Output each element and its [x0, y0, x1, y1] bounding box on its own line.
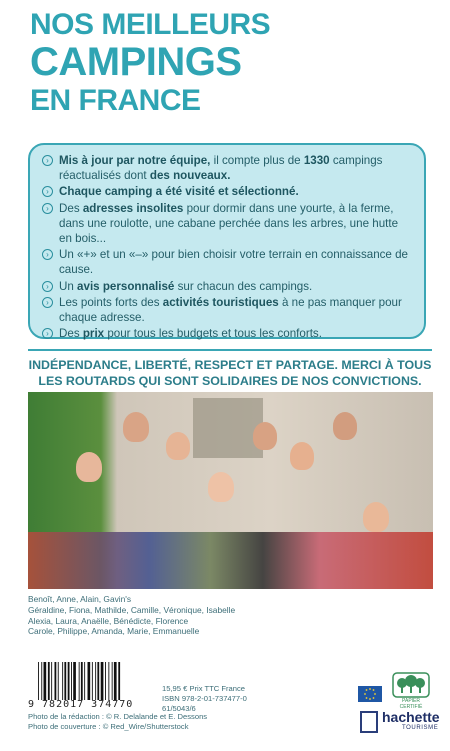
mural-decoration: [193, 398, 263, 458]
feature-text: Mis à jour par notre équipe, il compte plus de 1330 campings réactualisés dont des nouveaux.: [59, 154, 383, 183]
features-box: [28, 143, 426, 339]
barcode-bars: [38, 662, 148, 700]
arrow-bullet-icon: ›: [42, 328, 53, 339]
arrow-bullet-icon: ›: [42, 203, 53, 214]
person-face: [363, 502, 389, 532]
names-line: Carole, Philippe, Amanda, Marie, Emmanuelle: [28, 626, 200, 637]
person-face: [123, 412, 149, 442]
person-face: [333, 412, 357, 440]
certified-paper-icon: [392, 672, 430, 710]
certified-paper-label: PAPIER CERTIFIÉ: [399, 698, 423, 710]
barcode-number: 9 782017 374770: [28, 699, 134, 710]
title-line-3: EN FRANCE: [30, 84, 201, 117]
clothing-band: [28, 532, 433, 589]
arrow-bullet-icon: ›: [42, 249, 53, 260]
feature-item: [42, 247, 414, 277]
feature-item: [42, 295, 414, 325]
arrow-bullet-icon: ›: [42, 281, 53, 292]
names-line: Géraldine, Fiona, Mathilde, Camille, Véronique, Isabelle: [28, 604, 236, 615]
eu-flag-icon: [358, 686, 382, 702]
price-line: 15,95 € Prix TTC France: [162, 684, 246, 693]
names-line: Alexia, Laura, Anaëlle, Bénédicte, Florence: [28, 615, 189, 626]
feature-text: Un «+» et un «–» pour bien choisir votre terrain en connaissance de cause.: [59, 248, 409, 277]
person-face: [290, 442, 314, 470]
person-face: [166, 432, 190, 460]
title-line-2: CAMPINGS: [30, 40, 242, 84]
feature-text: Chaque camping a été visité et sélectionné.: [59, 185, 299, 199]
names-line: Benoît, Anne, Alain, Gavin's: [28, 594, 132, 604]
barcode: [28, 662, 150, 709]
publisher-name: hachette: [382, 709, 440, 725]
feature-text: Un avis personnalisé sur chacun des campings.: [59, 279, 313, 293]
feature-item: [42, 326, 414, 341]
title-line-1: NOS MEILLEURS: [30, 8, 271, 41]
feature-item: [42, 279, 414, 294]
arrow-bullet-icon: ›: [42, 297, 53, 308]
publisher-logo: [360, 709, 440, 735]
price-block: [162, 684, 282, 714]
person-face: [76, 452, 102, 482]
feature-text: Des adresses insolites pour dormir dans une yourte, à la ferme, dans une roulotte, une cabane perchée dans les arbres, une hutte en bois...: [59, 201, 399, 246]
feature-item: [42, 201, 414, 247]
feature-item: [42, 153, 414, 183]
feature-text: Des prix pour tous les budgets et tous les conforts.: [59, 327, 322, 341]
person-face: [253, 422, 277, 450]
team-photo: [28, 392, 433, 589]
feature-text: Les points forts des activités touristiques à ne pas manquer pour chaque adresse.: [59, 295, 402, 325]
credit-line: Photo de la rédaction : © R. Delalande et E. Dessons: [28, 712, 208, 721]
isbn-line: ISBN 978-2-01-737477-0: [162, 694, 247, 703]
cover-title: [30, 10, 430, 116]
credit-line: Photo de couverture : © Red_Wire/Shutterstock: [28, 722, 189, 731]
arrow-bullet-icon: ›: [42, 155, 53, 166]
publisher-sub: TOURISME: [402, 725, 439, 731]
photo-credits: [28, 712, 228, 732]
code-line: 61/5043/6: [162, 704, 196, 713]
team-names: [28, 594, 328, 637]
person-face: [208, 472, 234, 502]
feature-item: [42, 184, 414, 199]
slogan: INDÉPENDANCE, LIBERTÉ, RESPECT ET PARTAGE. MERCI À TOUS LES ROUTARDS QUI SONT SOLIDAIRES DE NOS CONVICTIONS.: [28, 349, 432, 389]
hachette-logo-icon: [360, 711, 378, 733]
arrow-bullet-icon: ›: [42, 186, 53, 197]
